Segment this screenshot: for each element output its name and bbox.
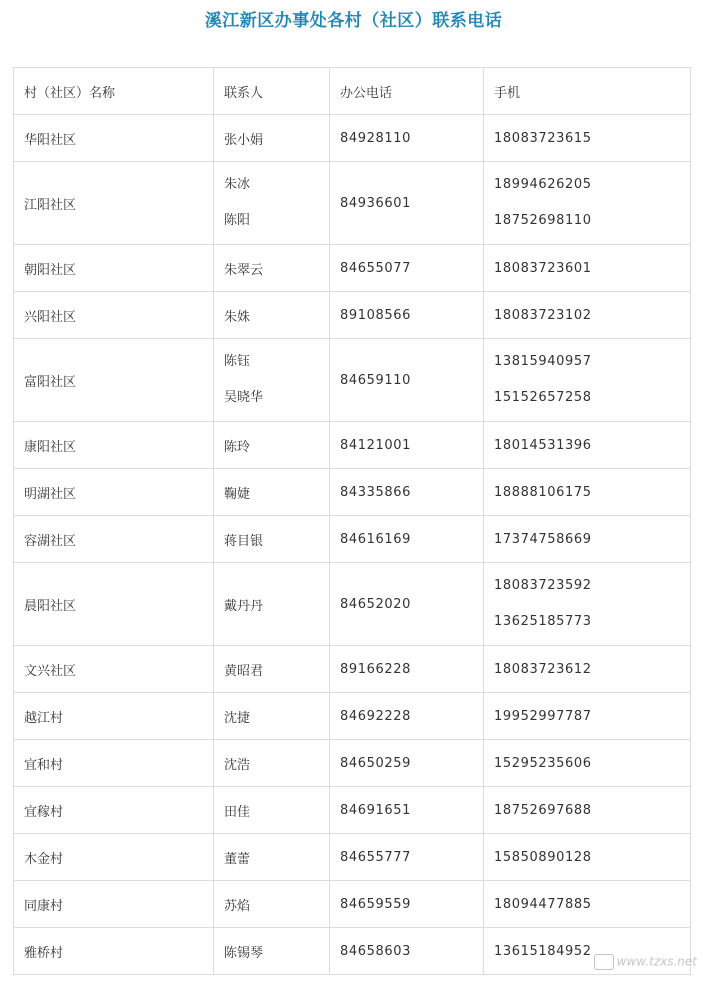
contact-person: 沈浩	[224, 757, 251, 773]
cell-office-phone: 89166228	[330, 646, 484, 693]
table-row	[14, 292, 691, 339]
page-title: 溪江新区办事处各村（社区）联系电话	[204, 11, 503, 31]
cell-mobile	[484, 693, 691, 740]
cell-community-name: 雅桥村	[14, 928, 214, 975]
cell-office-phone: 84655077	[330, 245, 484, 292]
col-header-mobile: 手机	[484, 68, 691, 115]
mobile-number: 18083723601	[494, 260, 592, 276]
mobile-number: 13815940957	[494, 354, 592, 369]
mobile-number: 18083723612	[494, 661, 592, 677]
contact-person: 张小娟	[224, 132, 264, 148]
cell-contact	[214, 516, 330, 563]
cell-community-name: 康阳社区	[14, 422, 214, 469]
col-header-office-phone: 办公电话	[330, 68, 484, 115]
table-row	[14, 646, 691, 693]
contact-person: 鞠婕	[224, 486, 251, 502]
cell-mobile	[484, 787, 691, 834]
cell-mobile	[484, 339, 691, 422]
cell-community-name: 容湖社区	[14, 516, 214, 563]
cell-mobile	[484, 292, 691, 339]
mobile-number: 18083723102	[494, 307, 592, 323]
cell-office-phone: 84121001	[330, 422, 484, 469]
cell-contact	[214, 693, 330, 740]
table-header-row	[14, 68, 691, 115]
cell-office-phone: 84659559	[330, 881, 484, 928]
cell-community-name: 华阳社区	[14, 115, 214, 162]
cell-mobile	[484, 422, 691, 469]
mobile-number: 13625185773	[494, 614, 592, 629]
mobile-number: 18083723592	[494, 578, 592, 593]
cell-community-name: 晨阳社区	[14, 563, 214, 646]
cell-mobile	[484, 646, 691, 693]
table-row	[14, 469, 691, 516]
cell-contact	[214, 834, 330, 881]
contact-person: 陈阳	[224, 213, 251, 228]
cell-community-name: 朝阳社区	[14, 245, 214, 292]
contact-person: 黄昭君	[224, 663, 264, 679]
cell-community-name: 兴阳社区	[14, 292, 214, 339]
cell-community-name: 明湖社区	[14, 469, 214, 516]
cell-office-phone: 84650259	[330, 740, 484, 787]
mobile-number: 18094477885	[494, 896, 592, 912]
table-row	[14, 881, 691, 928]
cell-office-phone: 84652020	[330, 563, 484, 646]
table-body	[14, 115, 691, 975]
col-header-name: 村（社区）名称	[14, 68, 214, 115]
table-row	[14, 740, 691, 787]
table-row	[14, 115, 691, 162]
table-row	[14, 422, 691, 469]
mobile-number: 19952997787	[494, 708, 592, 724]
cell-contact	[214, 646, 330, 693]
mobile-number: 18014531396	[494, 437, 592, 453]
mobile-number: 18083723615	[494, 130, 592, 146]
cell-office-phone: 84692228	[330, 693, 484, 740]
cell-contact	[214, 292, 330, 339]
contact-person: 陈钰	[224, 354, 251, 369]
cell-community-name: 宜和村	[14, 740, 214, 787]
cell-contact	[214, 469, 330, 516]
cell-mobile	[484, 834, 691, 881]
cell-contact	[214, 928, 330, 975]
table-row	[14, 693, 691, 740]
contact-person: 戴丹丹	[224, 598, 264, 614]
cell-office-phone: 84616169	[330, 516, 484, 563]
mobile-number: 15152657258	[494, 390, 592, 405]
contact-table	[13, 67, 691, 975]
cell-contact	[214, 422, 330, 469]
mobile-number: 18752697688	[494, 802, 592, 818]
contact-person: 沈捷	[224, 710, 251, 726]
watermark	[594, 954, 697, 970]
cell-mobile	[484, 162, 691, 245]
contact-person: 朱姝	[224, 309, 251, 325]
contact-person: 陈玲	[224, 439, 251, 455]
cell-community-name: 木金村	[14, 834, 214, 881]
watermark-logo-icon	[594, 954, 614, 970]
contact-person: 朱冰	[224, 177, 251, 192]
contact-person: 蒋目银	[224, 533, 264, 549]
table-row	[14, 928, 691, 975]
contact-person: 田佳	[224, 804, 251, 820]
cell-office-phone: 84658603	[330, 928, 484, 975]
mobile-number: 15295235606	[494, 755, 592, 771]
cell-contact	[214, 563, 330, 646]
cell-mobile	[484, 469, 691, 516]
cell-contact	[214, 339, 330, 422]
cell-mobile	[484, 245, 691, 292]
cell-office-phone: 84928110	[330, 115, 484, 162]
mobile-number: 18752698110	[494, 213, 592, 228]
contact-person: 董蕾	[224, 851, 251, 867]
cell-community-name: 文兴社区	[14, 646, 214, 693]
cell-office-phone: 84691651	[330, 787, 484, 834]
cell-community-name: 宜稼村	[14, 787, 214, 834]
cell-mobile	[484, 881, 691, 928]
mobile-number: 17374758669	[494, 531, 592, 547]
watermark-text: www.tzxs.net	[616, 954, 697, 969]
cell-office-phone: 84936601	[330, 162, 484, 245]
cell-mobile	[484, 115, 691, 162]
cell-community-name: 同康村	[14, 881, 214, 928]
cell-community-name: 江阳社区	[14, 162, 214, 245]
cell-contact	[214, 245, 330, 292]
cell-office-phone: 89108566	[330, 292, 484, 339]
table-row	[14, 245, 691, 292]
cell-mobile	[484, 516, 691, 563]
cell-office-phone: 84659110	[330, 339, 484, 422]
cell-contact	[214, 787, 330, 834]
col-header-contact: 联系人	[214, 68, 330, 115]
table-row	[14, 339, 691, 422]
cell-mobile	[484, 740, 691, 787]
table-row	[14, 516, 691, 563]
contact-person: 陈锡琴	[224, 945, 264, 961]
cell-community-name: 富阳社区	[14, 339, 214, 422]
cell-contact	[214, 740, 330, 787]
cell-office-phone: 84335866	[330, 469, 484, 516]
mobile-number: 15850890128	[494, 849, 592, 865]
cell-contact	[214, 162, 330, 245]
cell-mobile	[484, 563, 691, 646]
cell-office-phone: 84655777	[330, 834, 484, 881]
cell-community-name: 越江村	[14, 693, 214, 740]
contact-person: 吴晓华	[224, 390, 264, 405]
table-row	[14, 563, 691, 646]
mobile-number: 18888106175	[494, 484, 592, 500]
table-row	[14, 787, 691, 834]
contact-person: 朱翠云	[224, 262, 264, 278]
table-row	[14, 162, 691, 245]
cell-contact	[214, 115, 330, 162]
cell-contact	[214, 881, 330, 928]
contact-person: 苏焰	[224, 898, 251, 914]
table-row	[14, 834, 691, 881]
mobile-number: 18994626205	[494, 177, 592, 192]
mobile-number: 13615184952	[494, 943, 592, 959]
